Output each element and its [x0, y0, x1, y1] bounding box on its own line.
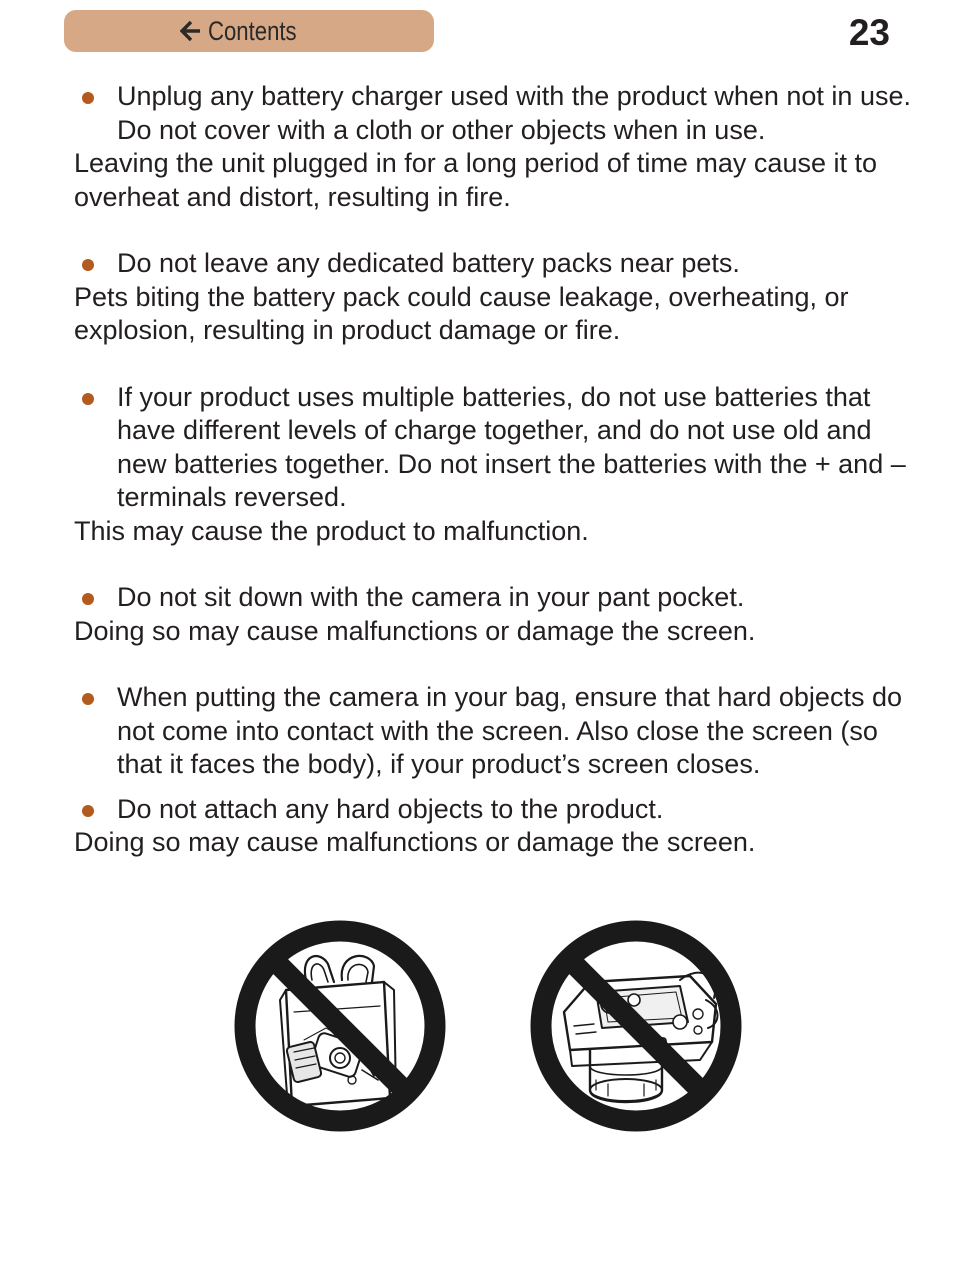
note-text: Doing so may cause malfunctions or damage the screen. [74, 615, 756, 646]
precaution-bag-and-attachments [74, 681, 914, 860]
no-hard-objects-attached-icon [530, 920, 742, 1132]
bullet-dot-icon [82, 92, 94, 104]
precaution-multiple-batteries [74, 381, 914, 549]
precaution-pant-pocket [74, 581, 914, 648]
note-text: Leaving the unit plugged in for a long period of time may cause it to overheat and distort, resulting in fire. [74, 148, 877, 212]
precaution-pets [74, 247, 914, 348]
bullet-text: Do not attach any hard objects to the product. [117, 793, 664, 824]
arrow-left-icon [180, 20, 202, 42]
contents-label: Contents [208, 15, 297, 46]
precaution-charger [74, 80, 914, 214]
bullet-item [74, 80, 914, 147]
bullet-item [74, 247, 914, 281]
contents-button[interactable] [64, 10, 434, 52]
bullet-text: Do not leave any dedicated battery packs near pets. [117, 248, 740, 278]
note-text: Pets biting the battery pack could cause leakage, overheating, or explosion, resulting in product damage or fire. [74, 281, 849, 345]
bullet-text: Do not sit down with the camera in your pant pocket. [117, 582, 745, 612]
bullet-dot-icon [82, 259, 94, 271]
page-number: 23 [848, 12, 890, 53]
bullet-item [74, 381, 914, 515]
bullet-text: Unplug any battery charger used with the product when not in use. Do not cover with a cloth or other objects when in use. [117, 81, 911, 145]
bullet-item [74, 793, 914, 827]
note-text: Doing so may cause malfunctions or damage the screen. [74, 827, 756, 857]
bullet-text: If your product uses multiple batteries, do not use batteries that have different levels of charge together, and do not use old and new batteries together. Do not insert the batteries with the + and – terminals reversed. [117, 381, 906, 512]
bullet-dot-icon [82, 693, 94, 705]
bullet-text: When putting the camera in your bag, ensure that hard objects do not come into contact with the screen. Also close the screen (so that it faces the body), if your product’s screen closes. [117, 682, 902, 779]
no-hard-objects-in-bag-icon [234, 920, 446, 1132]
bullet-dot-icon [82, 393, 94, 405]
bullet-item [74, 581, 914, 615]
note-text: This may cause the product to malfunction. [74, 515, 589, 546]
bullet-item [74, 681, 914, 782]
safety-precautions [74, 80, 914, 860]
warning-illustrations [0, 920, 954, 1140]
bullet-dot-icon [82, 593, 94, 605]
bullet-dot-icon [82, 805, 94, 817]
